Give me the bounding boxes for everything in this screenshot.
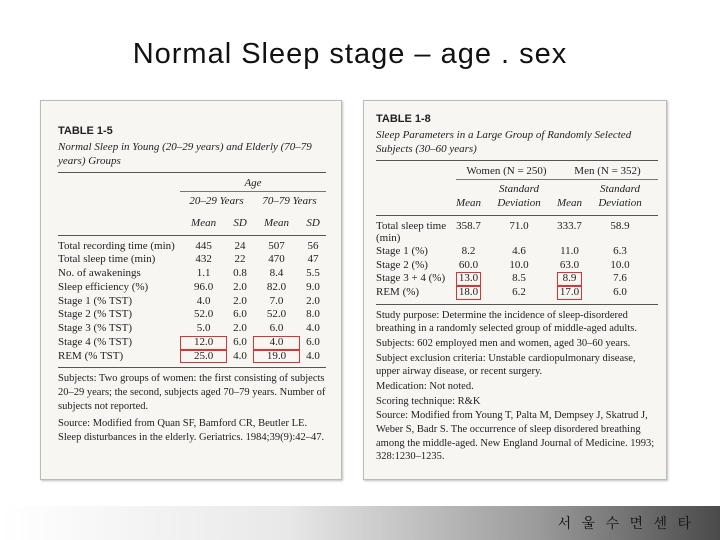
cell-value: 1.1 [196,267,211,279]
scoring-note: Scoring technique: R&K [376,395,481,407]
group-header: 20–29 Years [180,192,253,209]
column-header: Mean [456,180,481,211]
slide-title: Normal Sleep stage – age . sex [132,38,568,70]
cell-value: 10.0 [610,258,630,271]
cell-value: 63.0 [559,258,580,271]
cell-value: 82.0 [266,280,287,293]
exclusion-note: Subject exclusion criteria: Unstable cardiopulmonary disease, upper airway disease, or recent surgery. [376,352,636,378]
table-row [376,245,658,259]
group-header: Men (N = 352) [574,165,641,178]
highlighted-cell: 19.0 [253,350,300,364]
table-caption: Sleep Parameters in a Large Group of Randomly Selected Subjects (30–60 years) [376,128,632,155]
cell-value: 52.0 [193,308,214,321]
cell-value: 58.9 [610,219,630,232]
cell-value: 10.0 [509,258,529,271]
cell-value: 0.8 [233,267,247,279]
row-label: Total sleep time (min) [58,253,156,266]
table-row [376,286,658,300]
table-label: TABLE 1-5 [58,125,113,137]
source-note: Source: Modified from Quan SF, Bamford CR, Beutler LE. Sleep disturbances in the elderly. Geriatrics. 1984;39(9):42–47. [58,418,325,443]
table-label: TABLE 1-8 [376,113,431,125]
cell-value: 8.0 [306,308,320,321]
highlighted-cell: 13.0 [456,272,481,286]
cell-value: 56 [307,239,319,252]
subjects-note: Subjects: Two groups of women: the first consisting of subjects 20–29 years; the second, subjects aged 70–79 years. Number of subjects not reported. [58,373,326,412]
table-row [58,281,326,295]
column-header: SD [233,216,247,229]
cell-value: 6.0 [269,322,284,334]
cell-value: 22 [234,253,246,266]
cell-value: 2.0 [233,322,247,334]
cell-value: 2.0 [233,294,247,307]
highlighted-cell: 4.0 [253,336,300,350]
table-row [376,272,658,286]
row-label: Stage 3 (% TST) [58,322,133,334]
row-label: Stage 1 (%) [376,244,428,257]
cell-value: 8.2 [461,244,476,257]
column-header: Mean [191,216,217,229]
cell-value: 6.0 [306,335,320,348]
cell-value: 4.0 [306,322,320,334]
table-1-5-scan [40,100,342,480]
highlighted-cell: 17.0 [557,286,582,300]
table-1-8-scan [363,100,667,480]
column-header: Standard Deviation [481,180,557,211]
highlighted-cell: 12.0 [180,336,227,350]
cell-value: 47 [307,253,319,266]
row-label: Stage 2 (% TST) [58,308,133,321]
table-caption: Normal Sleep in Young (20–29 years) and Elderly (70–79 years) Groups [58,140,312,167]
row-label: Stage 1 (% TST) [58,294,133,307]
cell-value: 7.6 [613,272,627,285]
table-row [58,308,326,322]
cell-value: 333.7 [557,219,582,232]
group-header: Women (N = 250) [466,165,547,178]
row-label: REM (% TST) [58,349,124,362]
group-header: 70–79 Years [253,192,326,209]
cell-value: 8.4 [269,267,284,279]
table-row [58,295,326,309]
row-label: Total recording time (min) [58,239,175,252]
column-header: Standard Deviation [582,180,658,211]
cell-value: 6.0 [233,308,247,321]
table-row [58,267,326,281]
cell-value: 507 [268,239,285,252]
cell-value: 60.0 [458,258,479,271]
study-purpose-note: Study purpose: Determine the incidence of sleep-disordered breathing in a randomly selected group of middle-aged adults. [376,309,637,335]
cell-value: 11.0 [560,244,579,257]
data-table [376,165,658,300]
row-label: Sleep efficiency (%) [58,280,149,293]
cell-value: 4.0 [196,294,211,307]
table-row [58,350,326,364]
row-label: Stage 2 (%) [376,258,428,271]
cell-value: 5.5 [306,267,320,279]
column-header: Mean [264,216,290,229]
cell-value: 2.0 [306,294,320,307]
table-row [58,253,326,267]
cell-value: 96.0 [193,280,214,293]
table-row [58,322,326,336]
cell-value: 5.0 [196,322,211,334]
cell-value: 24 [234,239,246,252]
cell-value: 8.5 [512,272,526,285]
source-note: Source: Modified from Young T, Palta M, Dempsey J, Skatrud J, Weber S, Badr S. The occurrence of sleep disordered breathing among the middle-aged. New England Journal of Medicine. 1993; 328:1230–1235. [376,410,655,463]
cell-value: 470 [268,253,285,266]
cell-value: 6.3 [613,244,627,257]
table-row [376,220,658,245]
age-header: Age [244,177,262,190]
medication-note: Medication: Not noted. [376,380,474,392]
cell-value: 9.0 [306,280,320,293]
table-row [58,336,326,350]
cell-value: 358.7 [456,219,481,232]
table-row [376,259,658,273]
footer-text: 서 울 수 면 센 타 [557,516,694,532]
cell-value: 71.0 [509,219,529,232]
cell-value: 6.0 [613,286,627,299]
highlighted-cell: 8.9 [557,272,582,286]
row-label: Total sleep time (min) [376,219,447,245]
row-label: Stage 3 + 4 (%) [376,272,446,285]
cell-value: 6.0 [233,335,247,348]
cell-value: 6.2 [512,286,526,299]
cell-value: 4.0 [233,349,247,362]
highlighted-cell: 18.0 [456,286,481,300]
data-table [58,177,326,363]
column-header: SD [306,216,320,229]
cell-value: 445 [195,239,212,252]
table-row [58,240,326,254]
subjects-note: Subjects: 602 employed men and women, aged 30–60 years. [376,338,631,350]
cell-value: 7.0 [269,294,284,307]
cell-value: 2.0 [233,280,247,293]
row-label: Stage 4 (% TST) [58,335,133,348]
cell-value: 432 [195,253,212,266]
column-header: Mean [557,180,582,211]
row-label: REM (%) [376,286,420,299]
cell-value: 4.0 [306,349,320,362]
row-label: No. of awakenings [58,267,141,279]
cell-value: 4.6 [512,244,526,257]
highlighted-cell: 25.0 [180,350,227,364]
cell-value: 52.0 [266,308,287,321]
